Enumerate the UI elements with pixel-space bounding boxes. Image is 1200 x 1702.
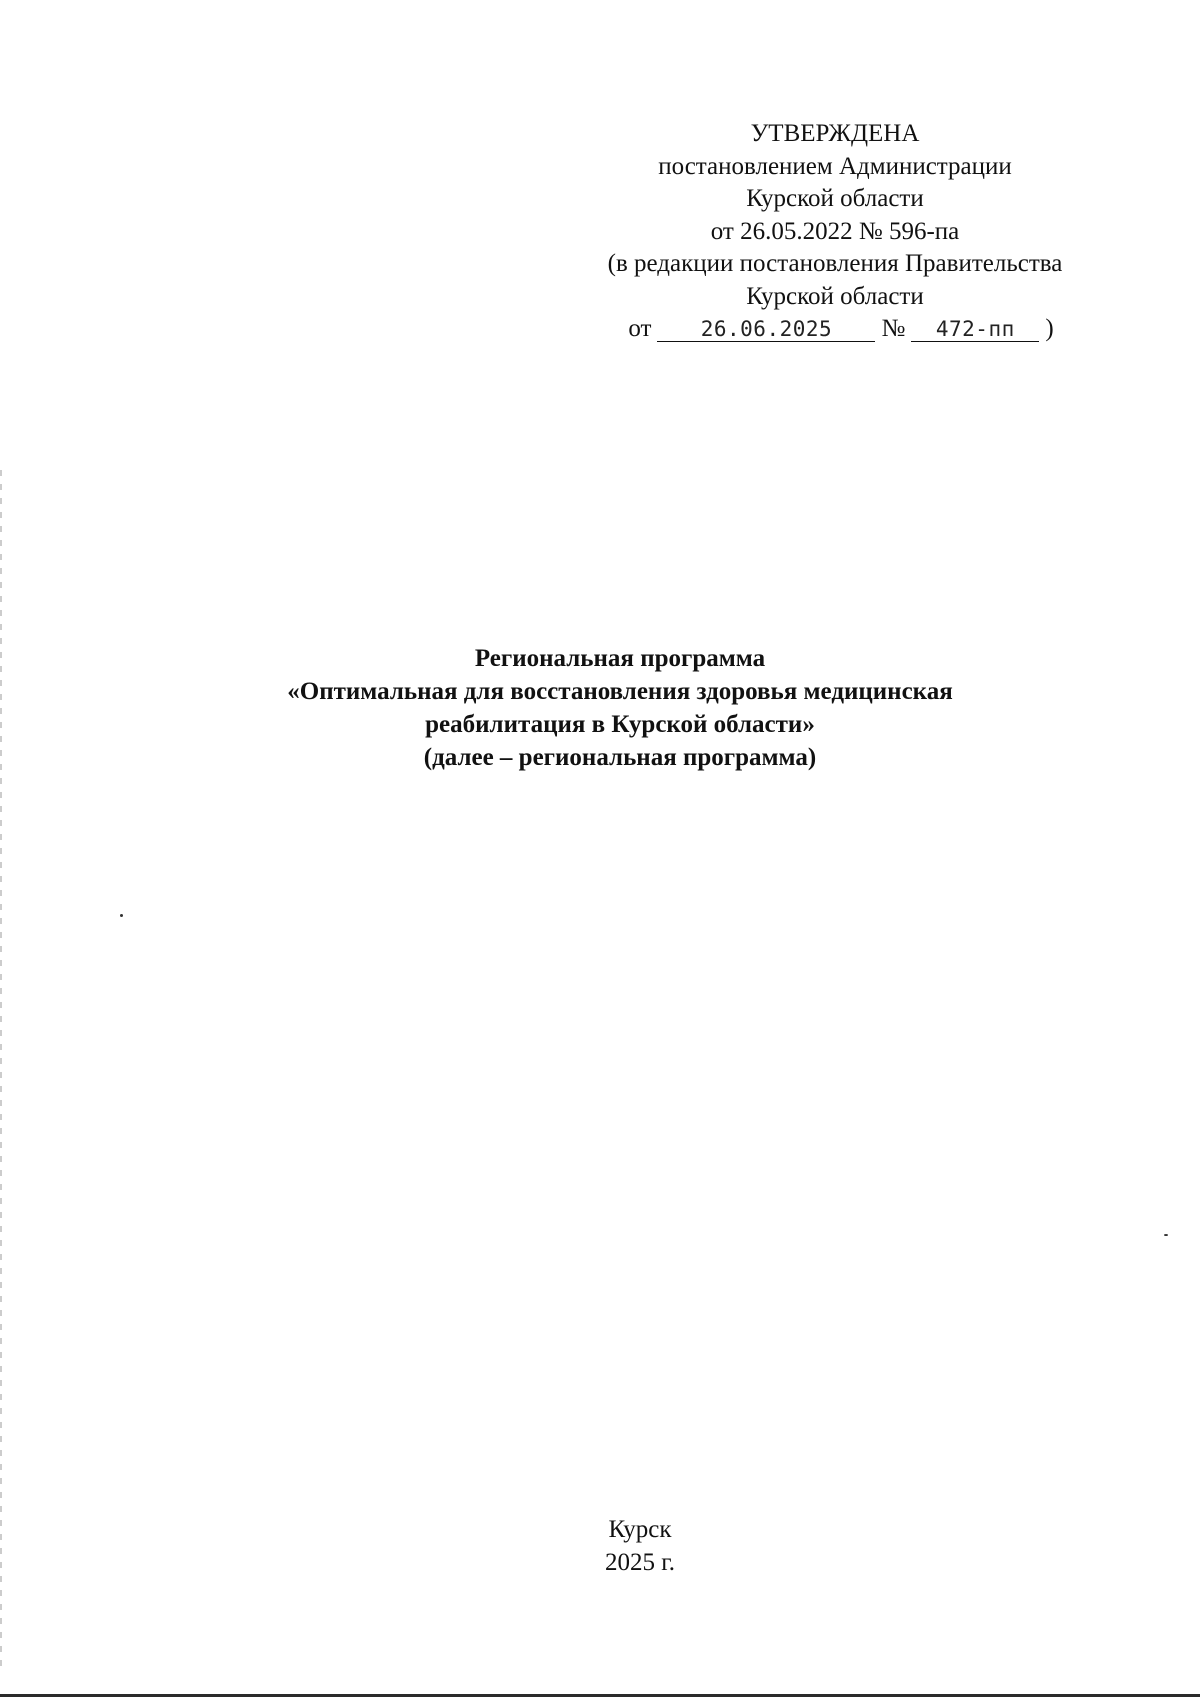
approval-line-5: Курской области [746, 282, 924, 310]
scan-edge-bottom [0, 1694, 1200, 1697]
approval-closing-paren: ) [1045, 315, 1054, 342]
approval-heading: УТВЕРЖДЕНА [750, 120, 920, 147]
program-title-line-3: реабилитация в Курской области» [425, 711, 815, 738]
approval-line-3: от 26.05.2022 № 596-па [710, 217, 960, 245]
program-title-block [160, 642, 1080, 774]
approval-stamp-block [560, 118, 1110, 346]
approval-number-sign: № [881, 315, 906, 342]
scan-speck [1164, 1234, 1168, 1236]
approval-date-number-row [572, 313, 1110, 346]
approval-line-2: Курской области [746, 185, 924, 212]
approval-line-4: (в редакции постановления Правительства [607, 250, 1063, 277]
program-title-line-1: Региональная программа [474, 645, 766, 672]
approval-from-prefix: от [628, 315, 652, 342]
approval-number-field: 472-пп [911, 317, 1039, 342]
program-title-line-4: (далее – региональная программа) [423, 744, 817, 771]
city-name: Курск [608, 1516, 672, 1543]
program-title-line-2: «Оптимальная для восстановления здоровья медицинская [287, 678, 953, 705]
year-label: 2025 г. [605, 1549, 675, 1576]
approval-date-field: 26.06.2025 [657, 317, 875, 342]
scan-speck [120, 914, 123, 917]
approval-line-1: постановлением Администрации [658, 152, 1012, 180]
scan-edge-left [0, 470, 2, 1670]
place-year-block [540, 1513, 740, 1579]
